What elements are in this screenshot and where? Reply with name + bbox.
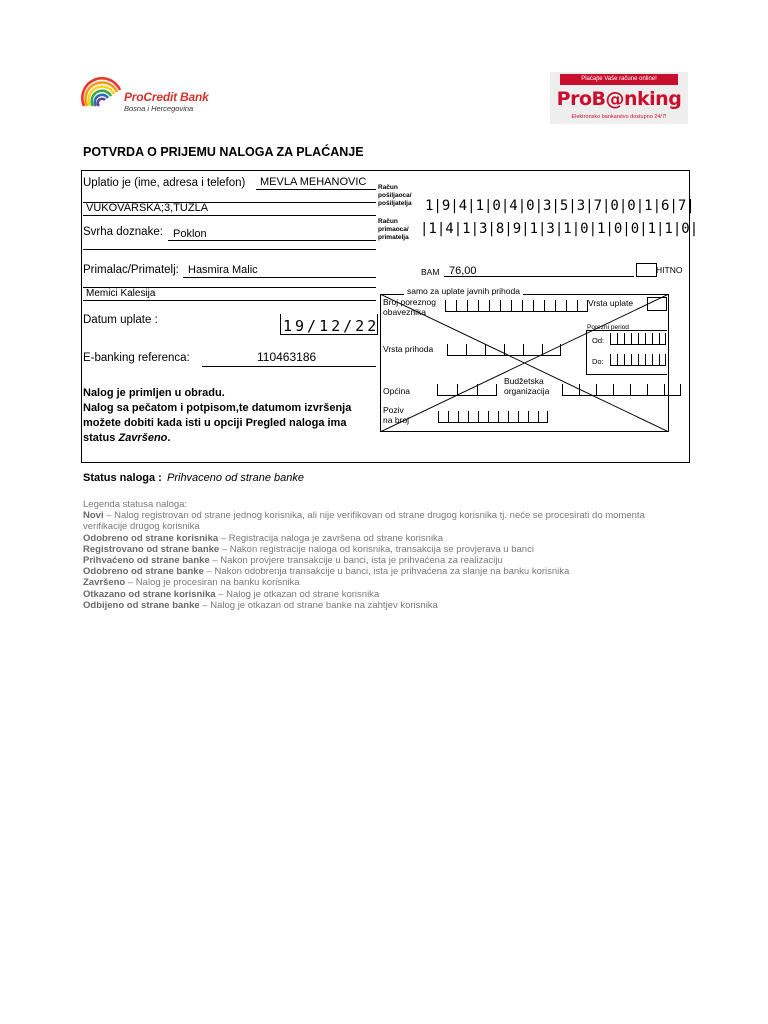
legend-description: – Registracija naloga je završena od strane korisnika	[218, 532, 444, 544]
recipient-account-number: |1|4|1|3|8|9|1|3|1|0|1|0|0|1|1|0|	[420, 221, 699, 237]
bank-subtitle: Bosna i Hercegovina	[124, 104, 194, 113]
legend-item	[83, 510, 683, 532]
reference-boxes	[438, 411, 548, 423]
date-boxes	[280, 314, 378, 335]
bank-name: ProCredit Bank	[124, 90, 209, 104]
payer-address-line	[83, 215, 376, 216]
legend-description: – Nakon registracije naloga od korisnika, transakcija se provjerava u banci	[219, 543, 534, 555]
revenue-type-boxes	[447, 344, 561, 356]
procredit-rainbow-icon	[80, 70, 124, 110]
legend-item	[83, 577, 683, 588]
payer-name: MEVLA MEHANOVIC	[260, 176, 367, 188]
taxpayer-number-boxes	[445, 300, 588, 312]
municipality-boxes	[437, 384, 497, 396]
status-legend	[83, 499, 683, 611]
legend-description: – Nalog registrovan od strane jednog korisnika, ali nije verifikovan od strane drugog korisnika tj. neće se procesirati do momenta verifikacije drugog korisnika	[83, 510, 645, 533]
legend-item	[83, 600, 683, 611]
to-label: Do:	[592, 357, 604, 366]
purpose-label: Svrha doznake:	[83, 226, 163, 238]
budget-org-label: Budžetska organizacija	[504, 376, 550, 396]
legend-term: Završeno	[83, 577, 126, 589]
from-label: Od:	[592, 336, 605, 345]
legend-description: – Nakon provjere transakcije u banci, ista je prihvaćena za realizaciju	[209, 555, 503, 567]
legend-term: Registrovano od strane banke	[83, 543, 220, 555]
legend-term: Odobreno od strane banke	[83, 566, 204, 578]
legend-term: Otkazano od strane korisnika	[83, 588, 216, 600]
ebanking-reference: 110463186	[257, 350, 317, 364]
recipient-name: Hasmira Malic	[188, 264, 258, 276]
legend-item	[83, 566, 683, 577]
processing-note	[83, 386, 373, 446]
purpose-line	[168, 240, 376, 241]
urgent-label: HITNO	[656, 265, 683, 275]
legend-item	[83, 544, 683, 555]
ebanking-line	[202, 366, 376, 367]
recipient-label: Primalac/Primatelj:	[83, 264, 179, 276]
purpose-line-2	[83, 249, 376, 250]
legend-term: Odobreno od strane korisnika	[83, 532, 219, 544]
legend-description: – Nalog je otkazan od strane korisnika	[215, 588, 380, 600]
urgent-checkbox[interactable]	[636, 263, 657, 277]
document-title: POTVRDA O PRIJEMU NALOGA ZA PLAĆANJE	[83, 145, 364, 159]
legend-description: – Nalog je procesiran na banku korisnika	[125, 577, 300, 589]
amount-line	[444, 276, 634, 277]
status-value: Prihvaceno od strane banke	[167, 472, 304, 484]
date-label: Datum uplate :	[83, 314, 158, 326]
legend-item	[83, 589, 683, 600]
recipient-address: Memici Kalesija	[86, 288, 156, 299]
tax-period-label: Porezni period	[587, 324, 629, 331]
public-revenue-title: samo za uplate javnih prihoda	[404, 286, 523, 296]
recipient-account-label: Račun primaoca/ primatelja	[378, 218, 409, 241]
payment-type-box[interactable]	[647, 297, 667, 311]
note-line-2: Nalog sa pečatom i potpisom,te datumom izvršenja	[83, 402, 352, 414]
legend-description: – Nalog je otkazan od strane banke na zahtjev korisnika	[199, 599, 438, 611]
legend-list	[83, 510, 683, 611]
payer-address: VUKOVARSKA;3,TUZLA	[86, 202, 209, 214]
legend-term: Prihvaćeno od strane banke	[83, 555, 210, 567]
status-label: Status naloga :	[83, 472, 162, 484]
probanking-footer: Elektronsko bankarstvo dostupno 24/7!	[571, 114, 667, 120]
purpose-value: Poklon	[173, 228, 207, 240]
ebanking-label: E-banking referenca:	[83, 352, 190, 364]
legend-item	[83, 533, 683, 544]
payer-account-number: 1|9|4|1|0|4|0|3|5|3|7|0|0|1|6|7|	[425, 198, 695, 214]
reference-label: Poziv na broj	[383, 405, 409, 425]
budget-org-boxes	[562, 384, 681, 396]
amount-value: 76,00	[449, 265, 477, 277]
legend-title: Legenda statusa naloga:	[83, 499, 188, 510]
probanking-logo: ProB@nking	[556, 88, 682, 110]
payer-label: Uplatio je (ime, adresa i telefon)	[83, 177, 246, 189]
recipient-address-line	[83, 300, 376, 301]
legend-term: Odbijeno od strane banke	[83, 599, 200, 611]
revenue-type-label: Vrsta prihoda	[383, 344, 434, 354]
payer-name-line	[256, 189, 376, 190]
currency-label: BAM	[421, 267, 440, 277]
tax-period-box	[586, 330, 667, 375]
payer-account-label: Račun pošiljaoca/ pošiljatelja	[378, 184, 412, 207]
note-line-4: status Završeno.	[83, 432, 171, 444]
legend-term: Novi	[83, 510, 104, 522]
note-line-3: možete dobiti kada isti u opciji Pregled naloga ima	[83, 417, 347, 429]
procredit-logo	[80, 70, 124, 110]
probanking-tagline: Plaćajte Vaše račune online!	[560, 74, 678, 85]
payment-type-label: Vrsta uplate	[588, 298, 634, 308]
recipient-name-line	[183, 277, 376, 278]
legend-item	[83, 555, 683, 566]
date-value: 19/12/22	[283, 317, 380, 335]
legend-description: – Nakon odobrenja transakcije u banci, ista je prihvaćena za slanje na banku korisnika	[203, 566, 570, 578]
taxpayer-label: Broj poreznog obaveznika	[383, 297, 436, 317]
municipality-label: Općina	[383, 386, 410, 396]
note-line-1: Nalog je primljen u obradu.	[83, 387, 225, 399]
